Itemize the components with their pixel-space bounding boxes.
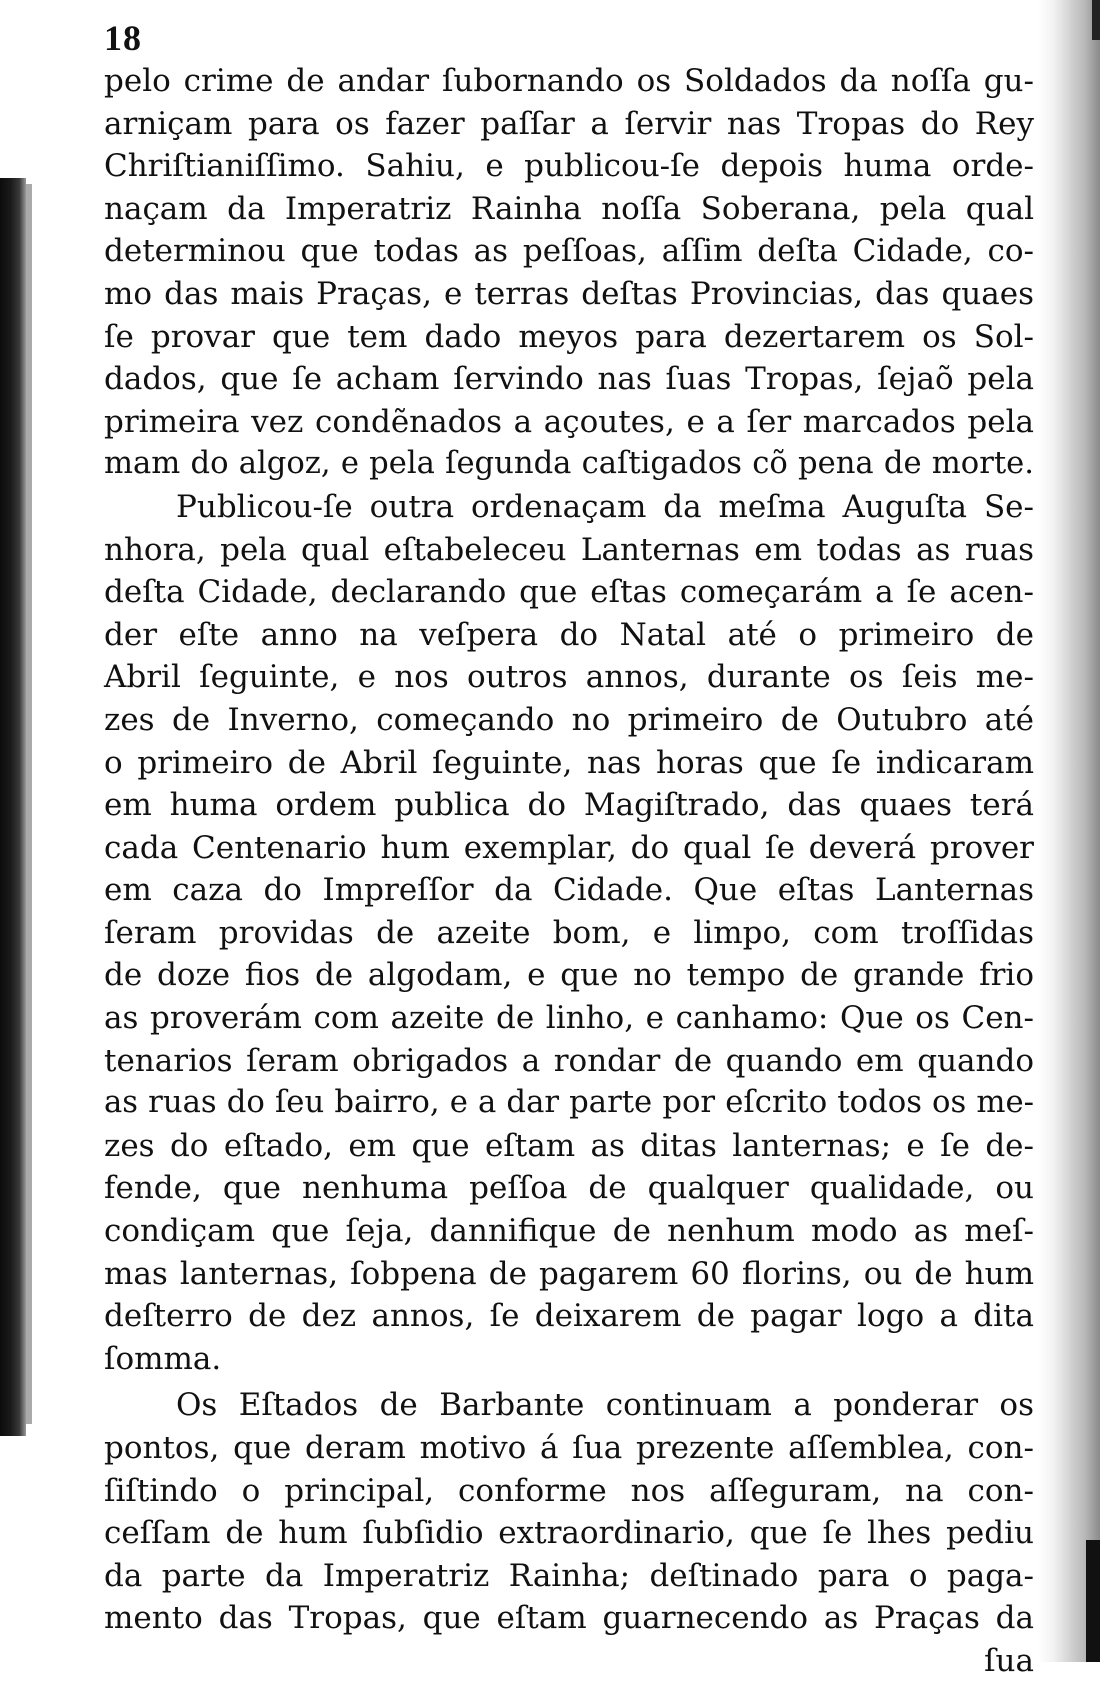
text-line: deſterro de dez annos, ſe deixarem de pagar logo a dita <box>104 1298 1034 1335</box>
text-line: cada Centenario hum exemplar, do qual ſe deverá prover <box>104 829 1034 866</box>
text-line: em caza do Impreſſor da Cidade. Que eſtas Lanternas <box>104 872 1034 909</box>
text-line: pontos, que deram motivo á ſua prezente aſſemblea, con- <box>104 1430 1034 1466</box>
text-line: as ruas do ſeu bairro, e a dar parte por eſcrito todos os me- <box>104 1085 1034 1121</box>
text-line: ſeram providas de azeite bom, e limpo, com troſſidas <box>104 914 1034 951</box>
text-line: nhora, pela qual eſtabeleceu Lanternas em todas as ruas <box>104 531 1034 568</box>
scan-edge-left-shadow <box>26 184 32 1424</box>
text-line: as proverám com azeite de linho, e canhamo: Que os Cen- <box>104 1000 1034 1037</box>
scan-edge-right-binding <box>1086 1540 1100 1662</box>
text-line: der eſte anno na veſpera do Natal até o primeiro de <box>104 616 1034 653</box>
text-line: Publicou-ſe outra ordenaçam da meſma Auguſta Se- <box>176 488 1034 525</box>
text-line: mento das Tropas, que eſtam guarnecendo as Praças da <box>104 1600 1034 1637</box>
text-line: tenarios ſeram obrigados a rondar de quando em quando <box>104 1042 1034 1079</box>
text-line: mo das mais Praças, e terras deſtas Provincias, das quaes <box>104 275 1034 312</box>
text-line: pelo crime de andar ſubornando os Soldados da noſſa gu- <box>104 63 1034 99</box>
paragraph-2 <box>104 486 1034 1380</box>
scan-edge-right <box>1038 0 1100 1662</box>
text-line: fende, que nenhuma peſſoa de qualquer qualidade, ou <box>104 1170 1034 1207</box>
text-line: zes do eſtado, em que eſtam as ditas lanternas; e ſe de- <box>104 1127 1034 1164</box>
paragraph-1 <box>104 60 1034 486</box>
text-line: o primeiro de Abril ſeguinte, nas horas que ſe indicaram <box>104 744 1034 781</box>
catchword: ſua <box>984 1642 1034 1679</box>
paragraph-3 <box>104 1384 1034 1640</box>
text-line: primeira vez condẽnados a açoutes, e a ſer marcados pela <box>104 403 1034 440</box>
text-line: de doze fios de algodam, e que no tempo de grande frio <box>104 957 1034 994</box>
text-line: condiçam que ſeja, dannifique de nenhum modo as meſ- <box>104 1213 1034 1250</box>
text-line: em huma ordem publica do Magiſtrado, das quaes terá <box>104 787 1034 824</box>
scan-edge-right-speck <box>1092 0 1100 40</box>
text-line: Chriſtianiſſimo. Sahiu, e publicou-ſe depois huma orde- <box>104 148 1034 185</box>
text-line: ſomma. <box>104 1340 222 1377</box>
text-line: da parte da Imperatriz Rainha; deſtinado para o paga- <box>104 1557 1034 1594</box>
text-line: ſiſtindo o principal, conforme nos aſſeguram, na con- <box>104 1472 1034 1509</box>
text-line: ſe provar que tem dado meyos para dezertarem os Sol- <box>104 318 1034 355</box>
text-line: determinou que todas as peſſoas, aſſim deſta Cidade, co- <box>104 233 1034 270</box>
text-line: mas lanternas, ſobpena de pagarem 60 florins, ou de hum <box>104 1255 1034 1292</box>
text-line: deſta Cidade, declarando que eſtas começarám a ſe acen- <box>104 574 1034 611</box>
text-line: dados, que ſe acham ſervindo nas ſuas Tropas, ſejaõ pela <box>104 361 1034 398</box>
text-line: Abril ſeguinte, e nos outros annos, durante os ſeis me- <box>104 659 1034 696</box>
text-line: naçam da Imperatriz Rainha noſſa Soberana, pela qual <box>104 190 1034 227</box>
text-line: zes de Inverno, começando no primeiro de Outubro até <box>104 701 1034 738</box>
text-line: arniçam para os fazer paſſar a ſervir nas Tropas do Rey <box>104 105 1034 142</box>
document-page <box>104 18 1034 1683</box>
text-line: Os Eſtados de Barbante continuam a ponderar os <box>176 1387 1034 1424</box>
page-number: 18 <box>104 18 142 58</box>
scan-edge-left <box>0 178 26 1436</box>
text-line: mam do algoz, e pela ſegunda caſtigados cõ pena de morte. <box>104 446 1034 482</box>
text-line: ceſſam de hum ſubſidio extraordinario, que ſe lhes pediu <box>104 1515 1034 1552</box>
